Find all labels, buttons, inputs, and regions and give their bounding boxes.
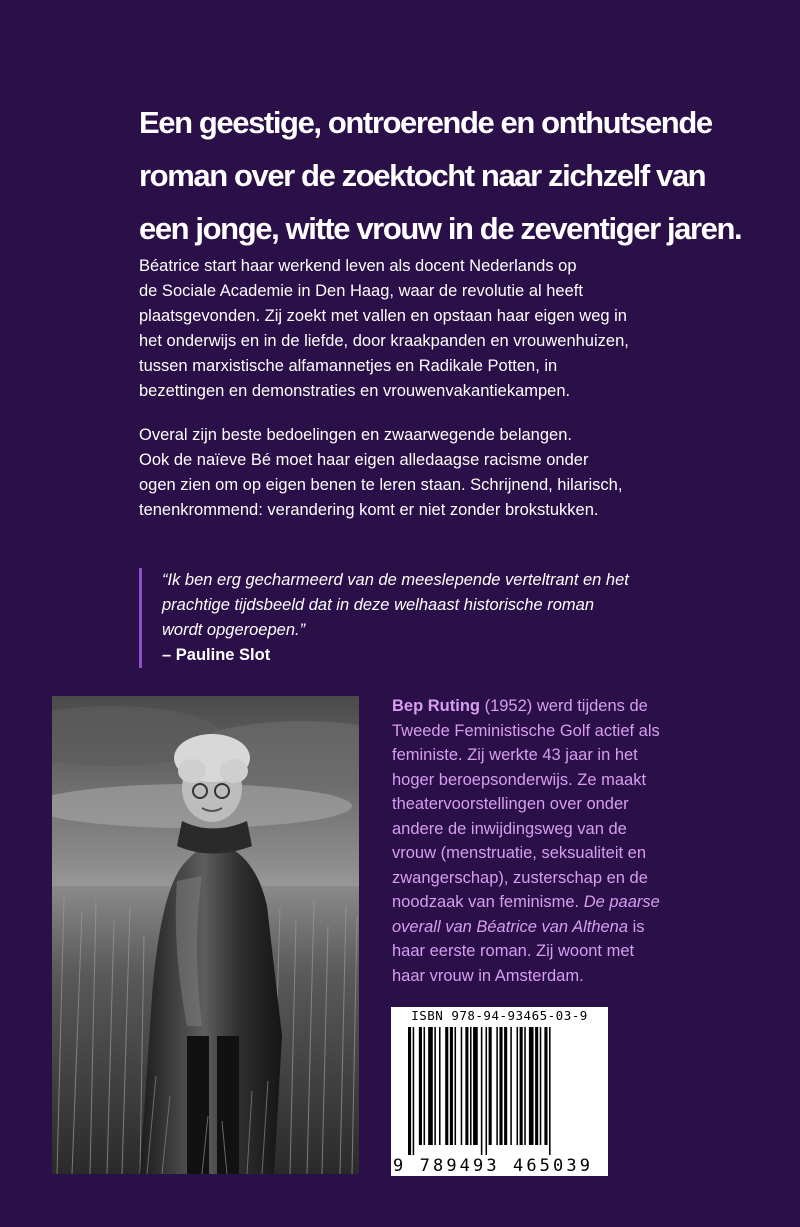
barcode-bar xyxy=(489,1027,492,1145)
synopsis-paragraph-2 xyxy=(139,423,719,523)
text-line: tussen marxistische alfamannetjes en Radikale Potten, in xyxy=(139,357,558,375)
barcode-bar xyxy=(517,1027,519,1145)
headline-line: een jonge, witte vrouw in de zeventiger jaren. xyxy=(139,211,742,246)
barcode-bar xyxy=(461,1027,463,1145)
bio-line: hoger beroepsonderwijs. Ze maakt xyxy=(392,770,647,789)
author-name: Bep Ruting xyxy=(392,697,480,715)
author-photo xyxy=(52,696,359,1174)
barcode-bar xyxy=(549,1027,551,1155)
barcode-bar xyxy=(496,1027,498,1145)
barcode-bar xyxy=(419,1027,422,1145)
isbn-label: ISBN 978-94-93465-03-9 xyxy=(411,1008,588,1023)
barcode-bar xyxy=(486,1027,488,1155)
barcode-bars xyxy=(408,1027,594,1155)
barcode-bar xyxy=(445,1027,448,1145)
text-line: de Sociale Academie in Den Haag, waar de revolutie al heeft xyxy=(139,282,583,300)
bio-line: haar vrouw in Amsterdam. xyxy=(392,966,584,985)
barcode-bar xyxy=(428,1027,433,1145)
barcode-bar xyxy=(535,1027,538,1145)
author-bio xyxy=(392,694,732,988)
book-title: De paarse xyxy=(583,893,660,911)
bio-line: Tweede Feministische Golf actief als xyxy=(392,721,660,740)
barcode-bar xyxy=(434,1027,436,1145)
text-line: Overal zijn beste bedoelingen en zwaarwegende belangen. xyxy=(139,426,572,444)
isbn-barcode xyxy=(391,1007,608,1176)
barcode-bar xyxy=(413,1027,415,1155)
text-line: tenenkrommend: verandering komt er niet zonder brokstukken. xyxy=(139,501,599,519)
barcode-bar xyxy=(544,1027,547,1145)
bio-line: haar eerste roman. Zij woont met xyxy=(392,942,635,960)
review-quote xyxy=(139,568,722,668)
book-title: overall van Béatrice van Althena xyxy=(392,917,629,936)
bio-text: is xyxy=(628,917,645,936)
barcode-bar xyxy=(439,1027,441,1145)
bio-line xyxy=(392,915,732,940)
bio-line: andere de inwijdingsweg van de xyxy=(392,819,627,838)
headline xyxy=(139,96,742,255)
bio-text: noodzaak van feminisme. xyxy=(392,893,584,911)
bio-line: feministe. Zij werkte 43 jaar in het xyxy=(392,746,638,764)
barcode-bar xyxy=(424,1027,426,1145)
barcode-bar xyxy=(408,1027,411,1155)
bio-line: zwangerschap), zusterschap en de xyxy=(392,868,648,887)
barcode-bar xyxy=(470,1027,472,1145)
quote-line: “Ik ben erg gecharmeerd van de meeslepende verteltrant en het xyxy=(162,571,629,589)
bio-line: theatervoorstellingen over onder xyxy=(392,795,629,813)
ean-digits: 9 789493 465039 xyxy=(393,1156,594,1176)
barcode-bar xyxy=(465,1027,468,1145)
bio-line xyxy=(392,890,732,915)
bio-line xyxy=(392,694,732,719)
quote-author: – Pauline Slot xyxy=(162,646,271,664)
barcode-bar xyxy=(510,1027,512,1145)
barcode-bar xyxy=(524,1027,526,1145)
barcode-bar xyxy=(520,1027,523,1145)
barcode-bar xyxy=(504,1027,507,1145)
bio-text: (1952) werd tijdens de xyxy=(480,697,648,715)
quote-text xyxy=(162,568,722,643)
quote-line: wordt opgeroepen.” xyxy=(162,621,306,639)
text-line: plaatsgevonden. Zij zoekt met vallen en opstaan haar eigen weg in xyxy=(139,307,627,325)
text-line: bezettingen en demonstraties en vrouwenvakantiekampen. xyxy=(139,382,571,400)
headline-line: Een geestige, ontroerende en onthutsende xyxy=(139,105,712,140)
bio-line: vrouw (menstruatie, seksualiteit en xyxy=(392,844,647,862)
author-photo-illustration xyxy=(52,696,359,1174)
barcode-bar xyxy=(499,1027,502,1145)
barcode-bar xyxy=(473,1027,478,1145)
quote-line: prachtige tijdsbeeld dat in deze welhaast historische roman xyxy=(162,596,594,614)
barcode-bar xyxy=(481,1027,483,1155)
barcode-bar xyxy=(529,1027,534,1145)
text-line: Béatrice start haar werkend leven als docent Nederlands op xyxy=(139,257,577,275)
text-line: ogen zien om op eigen benen te leren staan. Schrijnend, hilarisch, xyxy=(139,476,623,494)
barcode-bar xyxy=(455,1027,457,1145)
text-line: het onderwijs en in de liefde, door kraakpanden en vrouwenhuizen, xyxy=(139,332,629,350)
synopsis-paragraph-1 xyxy=(139,254,719,404)
headline-line: roman over de zoektocht naar zichzelf van xyxy=(139,158,706,193)
text-line: Ook de naïeve Bé moet haar eigen alledaagse racisme onder xyxy=(139,451,589,469)
barcode-bar xyxy=(450,1027,453,1145)
barcode-bar xyxy=(540,1027,542,1145)
